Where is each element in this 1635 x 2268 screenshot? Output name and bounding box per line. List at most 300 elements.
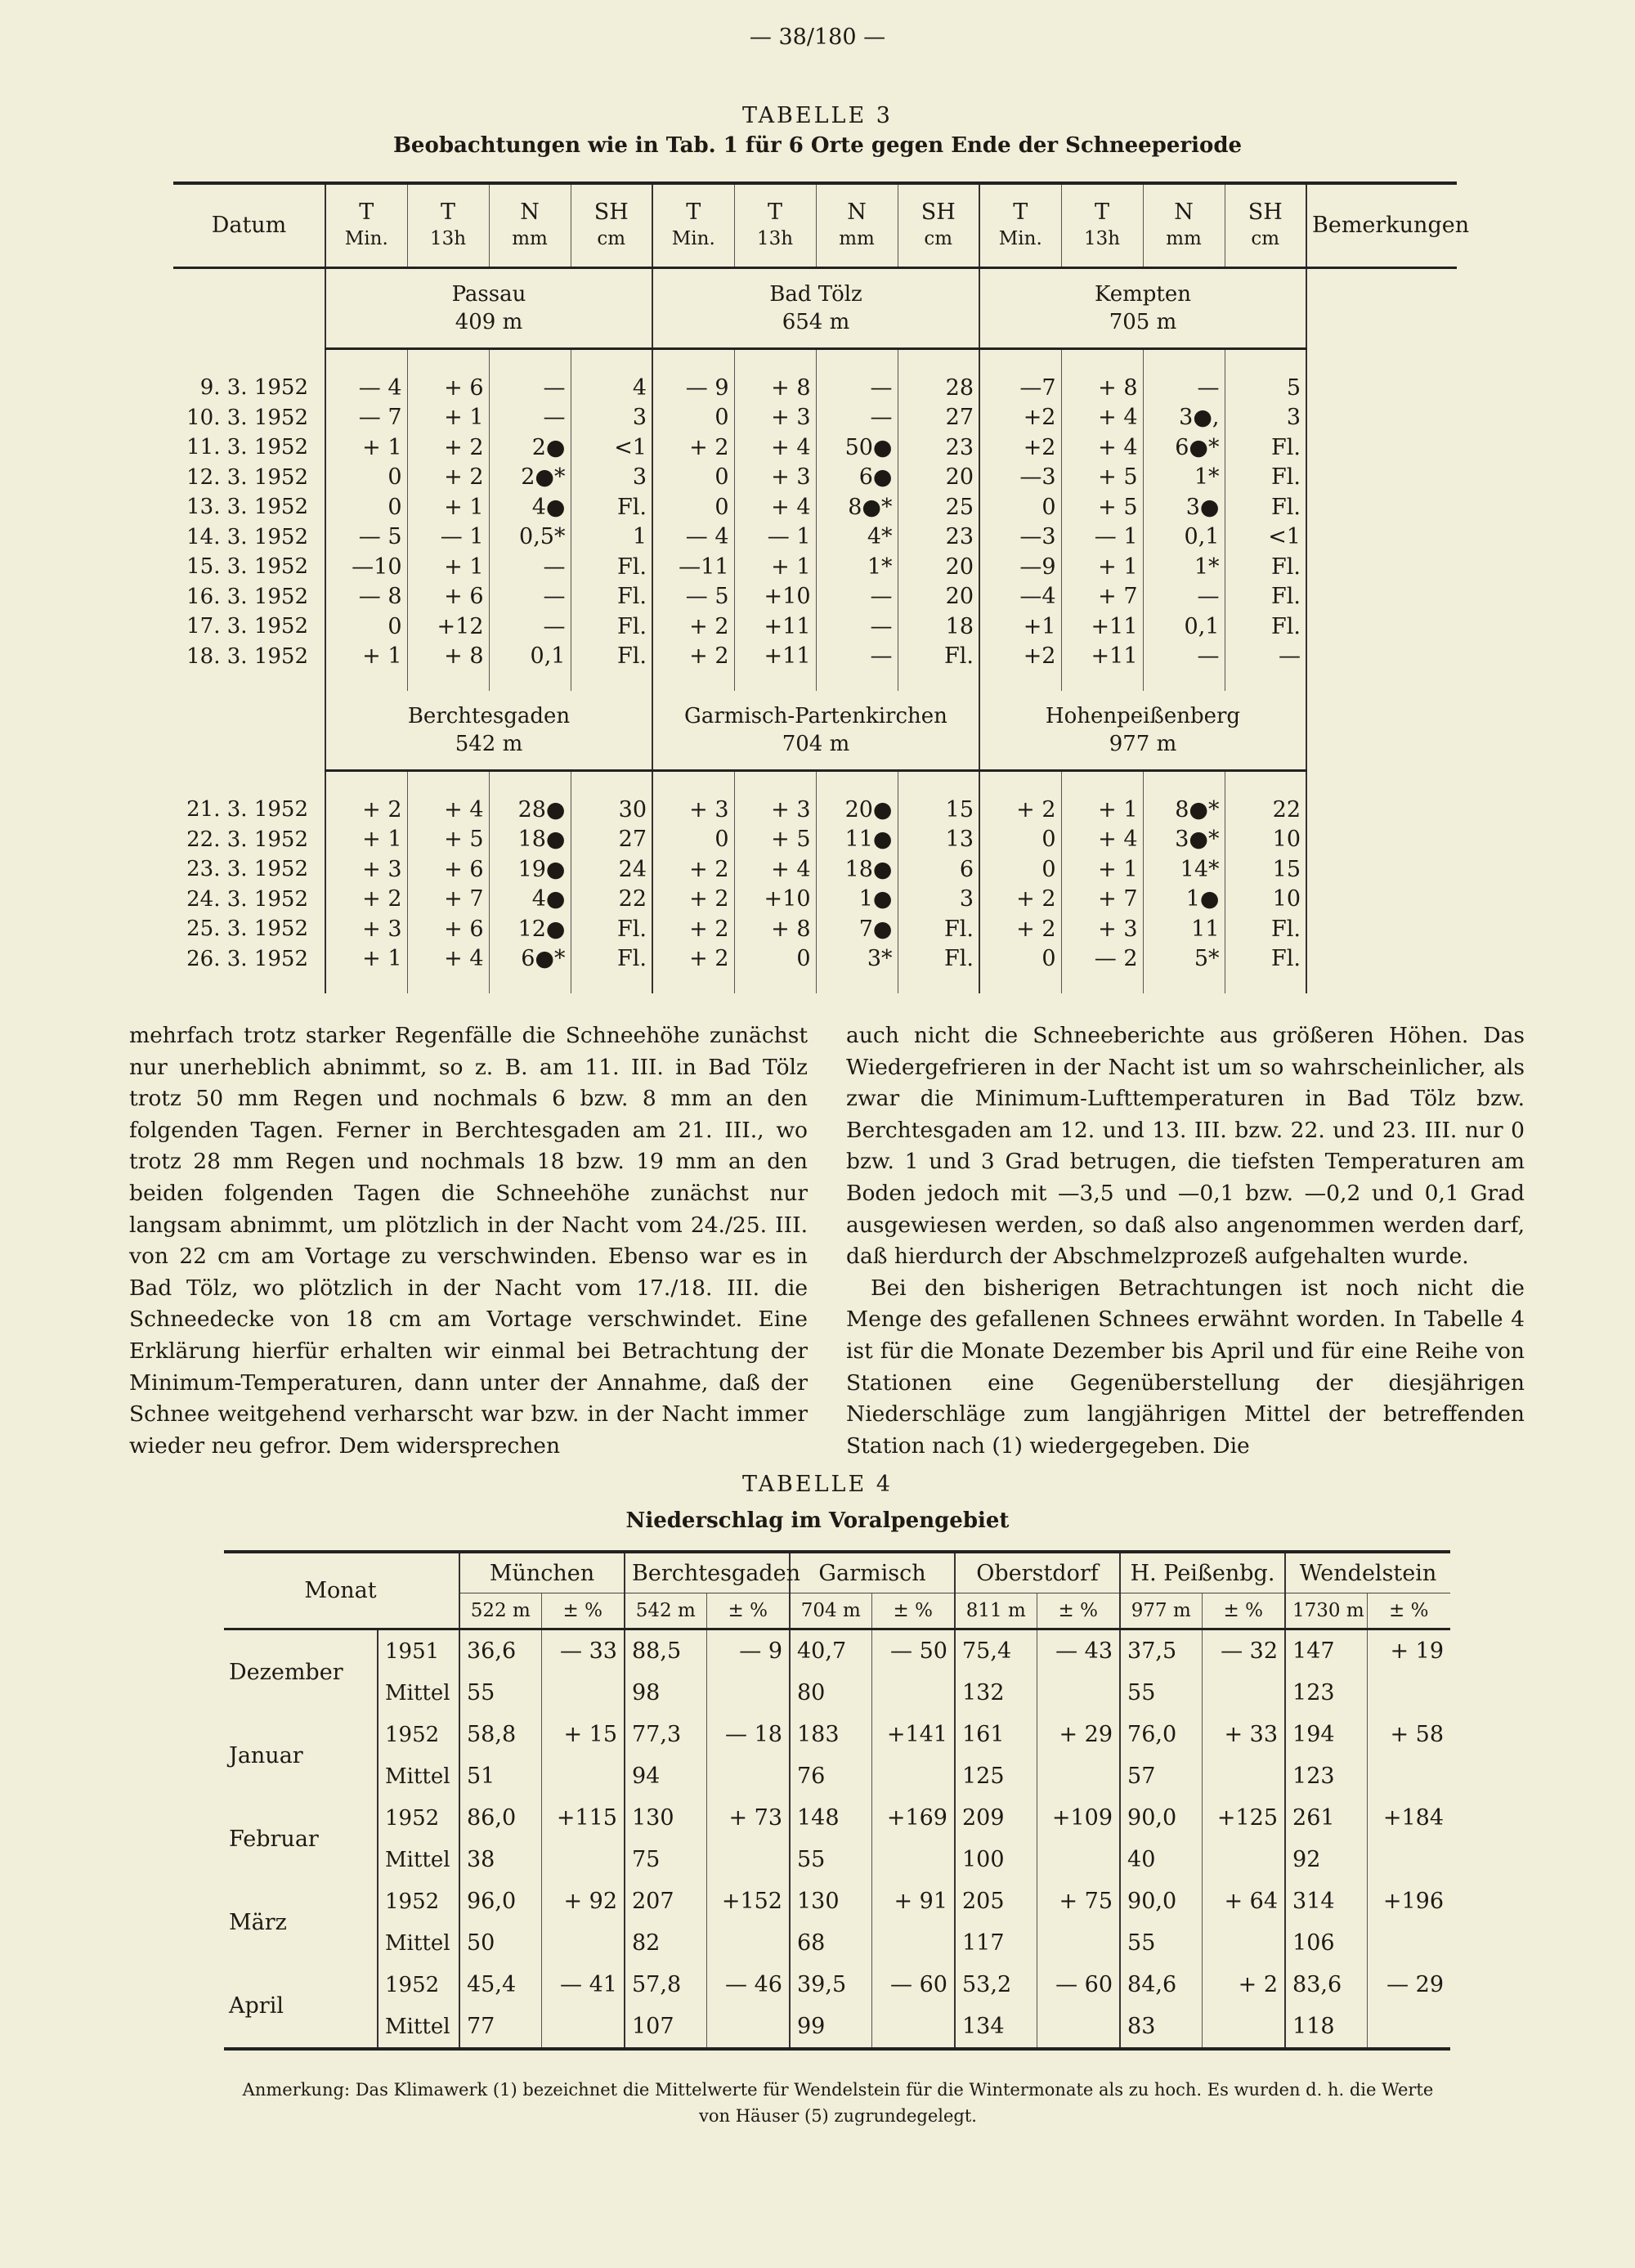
value-cell: 88,5 <box>625 1629 706 1673</box>
value-cell: + 1 <box>325 944 407 975</box>
value-cell: + 7 <box>1061 885 1143 915</box>
value-cell: 1* <box>1143 463 1225 493</box>
remark-cell <box>1306 403 1457 433</box>
station-header <box>652 268 979 349</box>
mean-cell: 75 <box>625 1839 706 1880</box>
body-text <box>129 1020 1525 1459</box>
empty-cell <box>1202 1672 1285 1714</box>
empty-cell <box>1367 1755 1450 1797</box>
table-row <box>224 1755 1450 1797</box>
value-cell: 20● <box>816 795 898 825</box>
value-cell: 18 <box>898 612 979 642</box>
text-column-left <box>129 1020 808 1462</box>
value-cell: + 15 <box>541 1714 625 1755</box>
text-column-right <box>846 1020 1525 1462</box>
year-label: 1952 <box>378 1797 459 1839</box>
value-cell: — 8 <box>325 582 407 612</box>
value-cell: + 4 <box>407 795 489 825</box>
value-cell: 148 <box>790 1797 871 1839</box>
mean-cell: 57 <box>1120 1755 1202 1797</box>
value-cell: 1 <box>571 522 652 553</box>
value-cell: 4 <box>571 373 652 403</box>
value-cell: + 6 <box>407 854 489 885</box>
value-cell: 183 <box>790 1714 871 1755</box>
mean-cell: 125 <box>955 1755 1037 1797</box>
table-row <box>224 1672 1450 1714</box>
mean-cell: 76 <box>790 1755 871 1797</box>
value-cell: + 64 <box>1202 1880 1285 1922</box>
value-cell: — <box>816 642 898 672</box>
station-altitude: 704 m <box>782 732 850 756</box>
table-row <box>173 885 1457 915</box>
value-cell: 15 <box>1225 854 1306 885</box>
value-cell: + 2 <box>1202 1964 1285 2006</box>
value-cell: 36,6 <box>459 1629 541 1673</box>
value-cell: 50● <box>816 433 898 463</box>
spacer-cell <box>1306 974 1457 993</box>
value-cell: + 2 <box>979 914 1061 944</box>
value-cell: 0,1 <box>1143 612 1225 642</box>
table-row <box>224 1714 1450 1755</box>
value-cell: 0 <box>979 944 1061 975</box>
station-header <box>979 268 1306 349</box>
value-cell: + 1 <box>325 433 407 463</box>
value-cell: 18● <box>489 825 571 855</box>
spacer-cell <box>325 671 407 691</box>
date-cell: 9. 3. 1952 <box>199 375 308 401</box>
table-row <box>173 612 1457 642</box>
value-cell: +11 <box>1061 612 1143 642</box>
col-header-bemerkungen: Bemerkungen <box>1306 183 1457 268</box>
spacer-cell <box>1061 974 1143 993</box>
value-cell: 3●* <box>1143 825 1225 855</box>
value-cell: — <box>816 403 898 433</box>
date-cell: 23. 3. 1952 <box>186 857 308 882</box>
spacer-cell <box>652 349 734 374</box>
value-cell: +125 <box>1202 1797 1285 1839</box>
value-cell: + 6 <box>407 582 489 612</box>
value-cell: +152 <box>706 1880 790 1922</box>
table4 <box>224 1550 1450 2051</box>
empty-cell <box>1037 1755 1120 1797</box>
value-cell: — <box>1143 373 1225 403</box>
empty-cell <box>871 1672 955 1714</box>
table-row <box>224 1922 1450 1964</box>
spacer-cell <box>1225 771 1306 796</box>
value-cell: 2●* <box>489 463 571 493</box>
value-cell: + 6 <box>407 373 489 403</box>
spacer-row <box>173 349 1457 374</box>
remark-cell <box>1306 825 1457 855</box>
table4-title: TABELLE 4 <box>742 1472 893 1497</box>
spacer-cell <box>1143 671 1225 691</box>
value-cell: + 6 <box>407 914 489 944</box>
col-header-top: N <box>520 199 540 225</box>
table3-caption: Beobachtungen wie in Tab. 1 für 6 Orte gegen Ende der Schneeperiode <box>392 133 1243 158</box>
value-cell: + 2 <box>652 914 734 944</box>
value-cell: 6 <box>898 854 979 885</box>
value-cell: — <box>489 552 571 582</box>
date-cell: 15. 3. 1952 <box>186 554 308 580</box>
station-altitude: 704 m <box>790 1593 871 1629</box>
value-cell: + 2 <box>325 795 407 825</box>
value-cell: 11 <box>1143 914 1225 944</box>
value-cell: 90,0 <box>1120 1880 1202 1922</box>
value-cell: 130 <box>790 1880 871 1922</box>
station-altitude: 811 m <box>955 1593 1037 1629</box>
table3-header-row <box>173 183 1457 268</box>
spacer-cell <box>325 771 407 796</box>
col-header-top: SH <box>594 199 629 225</box>
col-header-unit: Min. <box>671 228 715 249</box>
value-cell: 0 <box>734 944 816 975</box>
month-name: April <box>224 1964 378 2049</box>
value-cell: + 2 <box>325 885 407 915</box>
station-altitude: 977 m <box>1120 1593 1202 1629</box>
value-cell: 207 <box>625 1880 706 1922</box>
value-cell: + 4 <box>1061 433 1143 463</box>
value-cell: + 91 <box>871 1880 955 1922</box>
value-cell: — 9 <box>652 373 734 403</box>
value-cell: — 1 <box>734 522 816 553</box>
spacer-cell <box>407 771 489 796</box>
value-cell: 28● <box>489 795 571 825</box>
value-cell: 45,4 <box>459 1964 541 2006</box>
spacer-cell <box>979 349 1061 374</box>
spacer-cell <box>652 974 734 993</box>
pct-header: ± % <box>871 1593 955 1629</box>
value-cell: + 92 <box>541 1880 625 1922</box>
table-row <box>173 642 1457 672</box>
value-cell: 27 <box>898 403 979 433</box>
station-altitude: 977 m <box>1109 732 1177 756</box>
value-cell: + 1 <box>1061 854 1143 885</box>
col-header-unit: Min. <box>344 228 388 249</box>
remark-cell <box>1306 373 1457 403</box>
empty-cell <box>1367 2006 1450 2049</box>
spacer-cell <box>571 671 652 691</box>
value-cell: 4● <box>489 885 571 915</box>
value-cell: + 2 <box>979 795 1061 825</box>
value-cell: 0,5* <box>489 522 571 553</box>
value-cell: 53,2 <box>955 1964 1037 2006</box>
value-cell: + 2 <box>652 885 734 915</box>
empty-cell <box>1367 1839 1450 1880</box>
mean-cell: 51 <box>459 1755 541 1797</box>
date-cell: 13. 3. 1952 <box>186 495 308 520</box>
col-header-unit: cm <box>1251 228 1280 249</box>
value-cell: 0 <box>979 492 1061 522</box>
value-cell: + 8 <box>1061 373 1143 403</box>
mean-cell: 99 <box>790 2006 871 2049</box>
year-label: 1952 <box>378 1880 459 1922</box>
value-cell: 0 <box>325 463 407 493</box>
value-cell: 4● <box>489 492 571 522</box>
value-cell: 3 <box>898 885 979 915</box>
value-cell: +141 <box>871 1714 955 1755</box>
mean-cell: 83 <box>1120 2006 1202 2049</box>
value-cell: + 4 <box>734 433 816 463</box>
col-header-monat: Monat <box>224 1552 459 1629</box>
spacer-row <box>173 671 1457 691</box>
date-cell: 25. 3. 1952 <box>186 917 308 942</box>
mean-label: Mittel <box>378 1755 459 1797</box>
value-cell: 24 <box>571 854 652 885</box>
value-cell: 90,0 <box>1120 1797 1202 1839</box>
value-cell: + 2 <box>652 854 734 885</box>
spacer-cell <box>898 349 979 374</box>
remark-cell <box>1306 795 1457 825</box>
empty-cell <box>871 1922 955 1964</box>
value-cell: 27 <box>571 825 652 855</box>
spacer-cell <box>979 974 1061 993</box>
table4-caption: Niederschlag im Voralpengebiet <box>625 1508 1010 1533</box>
empty-cell <box>541 1922 625 1964</box>
value-cell: —9 <box>979 552 1061 582</box>
year-label: 1951 <box>378 1629 459 1673</box>
value-cell: 39,5 <box>790 1964 871 2006</box>
col-header <box>571 183 652 268</box>
empty-cell <box>871 2006 955 2049</box>
date-cell: 24. 3. 1952 <box>186 886 308 912</box>
value-cell: 84,6 <box>1120 1964 1202 2006</box>
mean-cell: 55 <box>790 1839 871 1880</box>
empty-cell <box>541 2006 625 2049</box>
value-cell: + 58 <box>1367 1714 1450 1755</box>
value-cell: 0 <box>652 403 734 433</box>
value-cell: — <box>489 373 571 403</box>
spacer-cell <box>652 771 734 796</box>
value-cell: + 19 <box>1367 1629 1450 1673</box>
empty-cell <box>1202 1922 1285 1964</box>
mean-cell: 77 <box>459 2006 541 2049</box>
spacer-cell <box>1061 349 1143 374</box>
value-cell: + 2 <box>652 612 734 642</box>
mean-cell: 106 <box>1285 1922 1367 1964</box>
mean-cell: 55 <box>1120 1672 1202 1714</box>
value-cell: 10 <box>1225 825 1306 855</box>
table-row <box>173 582 1457 612</box>
mean-cell: 132 <box>955 1672 1037 1714</box>
col-header <box>816 183 898 268</box>
date-cell: 17. 3. 1952 <box>186 614 308 639</box>
value-cell: 28 <box>898 373 979 403</box>
value-cell: Fl. <box>571 914 652 944</box>
value-cell: + 73 <box>706 1797 790 1839</box>
page-number: — 38/180 — <box>749 25 886 50</box>
station-altitude: 409 m <box>455 310 523 334</box>
date-cell: 12. 3. 1952 <box>186 464 308 490</box>
spacer-cell <box>407 671 489 691</box>
station-header <box>652 691 979 771</box>
value-cell: Fl. <box>1225 582 1306 612</box>
col-header-top: N <box>847 199 867 225</box>
spacer-cell <box>571 349 652 374</box>
station-header: Wendelstein <box>1285 1552 1450 1593</box>
spacer-row <box>173 771 1457 796</box>
station-header <box>325 268 652 349</box>
value-cell: 3● <box>1143 492 1225 522</box>
spacer-cell <box>816 671 898 691</box>
spacer-cell <box>173 771 325 796</box>
group-spacer <box>1306 268 1457 349</box>
table-row <box>173 825 1457 855</box>
value-cell: +109 <box>1037 1797 1120 1839</box>
value-cell: + 2 <box>407 433 489 463</box>
station-group-row <box>173 268 1457 349</box>
station-name: Berchtesgaden <box>407 704 571 728</box>
value-cell: 86,0 <box>459 1797 541 1839</box>
mean-label: Mittel <box>378 1672 459 1714</box>
date-cell: 11. 3. 1952 <box>186 435 308 460</box>
value-cell: 3* <box>816 944 898 975</box>
col-header <box>489 183 571 268</box>
mean-cell: 134 <box>955 2006 1037 2049</box>
value-cell: 96,0 <box>459 1880 541 1922</box>
spacer-cell <box>979 671 1061 691</box>
empty-cell <box>541 1755 625 1797</box>
empty-cell <box>1202 2006 1285 2049</box>
value-cell: Fl. <box>1225 433 1306 463</box>
value-cell: 0 <box>652 825 734 855</box>
value-cell: + 1 <box>407 403 489 433</box>
value-cell: + 1 <box>734 552 816 582</box>
value-cell: +10 <box>734 885 816 915</box>
col-header <box>652 183 734 268</box>
station-header <box>979 691 1306 771</box>
value-cell: + 5 <box>734 825 816 855</box>
value-cell: 0 <box>652 492 734 522</box>
value-cell: 0 <box>979 854 1061 885</box>
date-cell: 21. 3. 1952 <box>186 797 308 822</box>
empty-cell <box>1202 1755 1285 1797</box>
value-cell: + 2 <box>652 642 734 672</box>
value-cell: + 8 <box>734 914 816 944</box>
spacer-cell <box>734 349 816 374</box>
value-cell: 3 <box>571 463 652 493</box>
value-cell: +2 <box>979 403 1061 433</box>
value-cell: — <box>489 582 571 612</box>
month-name: Dezember <box>229 1659 343 1685</box>
col-header-unit: 13h <box>429 228 467 249</box>
col-header-unit: mm <box>839 228 875 249</box>
value-cell: + 33 <box>1202 1714 1285 1755</box>
empty-cell <box>541 1672 625 1714</box>
spacer-cell <box>489 349 571 374</box>
value-cell: — <box>816 373 898 403</box>
value-cell: 194 <box>1285 1714 1367 1755</box>
col-header-unit: mm <box>512 228 548 249</box>
value-cell: 15 <box>898 795 979 825</box>
empty-cell <box>541 1839 625 1880</box>
col-header <box>1225 183 1306 268</box>
table-row <box>173 433 1457 463</box>
value-cell: + 2 <box>407 463 489 493</box>
value-cell: +11 <box>734 642 816 672</box>
value-cell: + 4 <box>734 492 816 522</box>
table-row <box>173 463 1457 493</box>
value-cell: 0,1 <box>489 642 571 672</box>
station-name: Hohenpeißenberg <box>1045 704 1241 728</box>
value-cell: 20 <box>898 582 979 612</box>
station-header: München <box>459 1552 625 1593</box>
table-row <box>224 1629 1450 1673</box>
mean-cell: 55 <box>459 1672 541 1714</box>
spacer-cell <box>173 349 325 374</box>
value-cell: + 4 <box>407 944 489 975</box>
value-cell: + 2 <box>652 433 734 463</box>
spacer-cell <box>816 974 898 993</box>
spacer-row <box>173 974 1457 993</box>
value-cell: 25 <box>898 492 979 522</box>
spacer-cell <box>1061 671 1143 691</box>
value-cell: +11 <box>1061 642 1143 672</box>
month-name: Februar <box>229 1826 319 1852</box>
mean-cell: 123 <box>1285 1755 1367 1797</box>
value-cell: + 1 <box>1061 795 1143 825</box>
remark-cell <box>1306 492 1457 522</box>
value-cell: — <box>1225 642 1306 672</box>
value-cell: + 7 <box>407 885 489 915</box>
value-cell: + 3 <box>652 795 734 825</box>
value-cell: — 1 <box>407 522 489 553</box>
value-cell: 6● <box>816 463 898 493</box>
value-cell: 261 <box>1285 1797 1367 1839</box>
value-cell: 0,1 <box>1143 522 1225 553</box>
value-cell: + 4 <box>1061 403 1143 433</box>
date-cell: 18. 3. 1952 <box>186 643 308 669</box>
empty-cell <box>706 1755 790 1797</box>
spacer-cell <box>325 349 407 374</box>
value-cell: Fl. <box>1225 463 1306 493</box>
value-cell: + 5 <box>1061 463 1143 493</box>
value-cell: 209 <box>955 1797 1037 1839</box>
date-cell: 10. 3. 1952 <box>186 405 308 430</box>
group-spacer <box>173 268 325 349</box>
value-cell: +10 <box>734 582 816 612</box>
value-cell: 314 <box>1285 1880 1367 1922</box>
value-cell: 3●, <box>1143 403 1225 433</box>
mean-label: Mittel <box>378 1839 459 1880</box>
value-cell: 6●* <box>1143 433 1225 463</box>
station-header: H. Peißenbg. <box>1120 1552 1285 1593</box>
value-cell: — 60 <box>871 1964 955 2006</box>
spacer-cell <box>407 349 489 374</box>
value-cell: + 1 <box>325 825 407 855</box>
spacer-cell <box>325 974 407 993</box>
value-cell: 161 <box>955 1714 1037 1755</box>
value-cell: +115 <box>541 1797 625 1839</box>
value-cell: 13 <box>898 825 979 855</box>
table3-title: TABELLE 3 <box>742 103 893 128</box>
col-header-unit: cm <box>924 228 953 249</box>
value-cell: —10 <box>325 552 407 582</box>
table-row <box>173 403 1457 433</box>
station-altitude: 654 m <box>782 310 850 334</box>
value-cell: +169 <box>871 1797 955 1839</box>
mean-label: Mittel <box>378 2006 459 2049</box>
spacer-cell <box>898 974 979 993</box>
value-cell: 8●* <box>816 492 898 522</box>
value-cell: — 5 <box>325 522 407 553</box>
value-cell: 37,5 <box>1120 1629 1202 1673</box>
date-cell: 26. 3. 1952 <box>186 946 308 971</box>
value-cell: + 3 <box>325 854 407 885</box>
date-cell: 22. 3. 1952 <box>186 827 308 852</box>
mean-cell: 98 <box>625 1672 706 1714</box>
value-cell: — <box>816 612 898 642</box>
value-cell: — 1 <box>1061 522 1143 553</box>
